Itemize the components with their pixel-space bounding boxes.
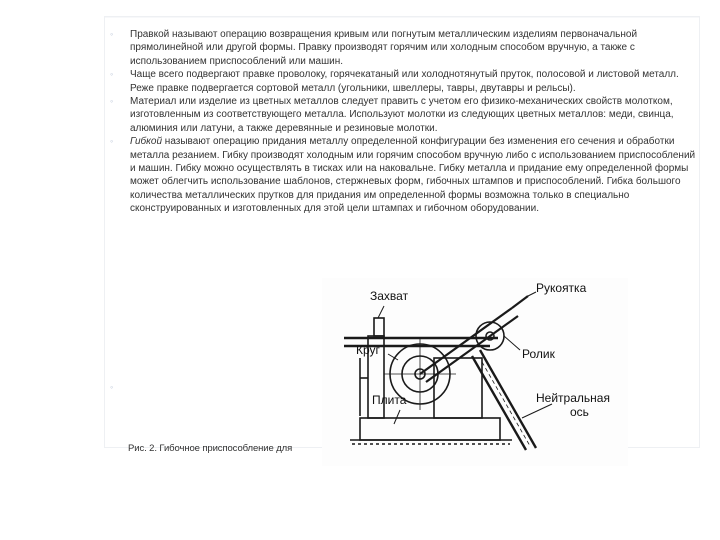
- paragraph-text: Правкой называют операцию возвращения кривым или погнутым металлическим изделиям первоначальной прямолинейной или другой формы. Правку производят горячим или холодным способом вручную, а также с использованием приспособлений или машин.: [130, 29, 638, 67]
- label-plita: Плита: [372, 393, 407, 407]
- leader-zahvat: [378, 306, 384, 318]
- leader-rolik: [504, 336, 520, 350]
- paragraph-straightening-materials: [108, 68, 696, 95]
- label-rolik: Ролик: [522, 347, 555, 361]
- leader-plita: [394, 410, 400, 424]
- paragraph-text: Материал или изделие из цветных металлов следует править с учетом его физико-механических свойств молотком, изготовленным из соответствующего металла. Используют молотки из следующих цветных металлов: меди, свинца, алюминия или латуни, а также деревянные и резиновые молотки.: [130, 96, 674, 134]
- handle-shape: [512, 296, 528, 308]
- label-zahvat: Захват: [370, 289, 409, 303]
- clamp-head-shape: [374, 318, 384, 336]
- figure-caption: Рис. 2. Гибочное приспособление для: [128, 443, 293, 454]
- paragraph-nonferrous-metals: [108, 95, 696, 135]
- base-plate-shape: [360, 418, 500, 440]
- bullet-icon: ◦: [110, 69, 114, 80]
- neutral-axis-line: [482, 362, 530, 446]
- slide-text-list: [108, 28, 696, 216]
- lever-arm-edge: [426, 316, 518, 382]
- bent-bar-inner: [472, 356, 526, 450]
- lever-arm: [420, 308, 512, 374]
- paragraph-straightening-definition: [108, 28, 696, 68]
- bending-fixture-figure: [322, 278, 628, 466]
- label-rukoyatka: Рукоятка: [536, 281, 587, 295]
- label-krug: Круг: [356, 343, 380, 357]
- bullet-icon: ◦: [110, 29, 114, 39]
- bending-fixture-drawing: [322, 278, 628, 466]
- bullet-icon: ◦: [110, 136, 114, 147]
- empty-bullet-icon: ◦: [110, 382, 114, 392]
- paragraph-text: называют операцию придания металлу определенной конфигурации без изменения его сечения и обработки металла резанием. Гибку производят холодным или горячим способом вручную либо с использованием приспособлений и машин. Гибку можно осуществлять в тисках или на наковальне. Гибку металла и придание ему определенной формы может облегчить использование шаблонов, стержневых форм, гибочных штампов и приспособлений. Гибка большого количества металлических прутков для придания им определенной формы возможна только в специально сконструированных и изготовленных для этой цели штампах и гибочном оборудовании.: [130, 136, 696, 215]
- leader-rukoyatka: [528, 292, 536, 296]
- bent-bar-outer: [480, 350, 536, 448]
- paragraph-emphasis: Гибкой: [130, 136, 163, 148]
- bullet-icon: ◦: [110, 96, 114, 107]
- label-neutral-2: ось: [570, 405, 589, 419]
- leader-neutral: [522, 404, 552, 418]
- paragraph-bending-definition: [108, 135, 696, 215]
- label-neutral-1: Нейтральная: [536, 391, 610, 405]
- paragraph-text: Чаще всего подвергают правке проволоку, горячекатаный или холоднотянутый пруток, полосовой и листовой металл. Реже правке подвергается сортовой металл (угольники, швеллеры, тавры, двутавры и рельсы).: [130, 69, 679, 94]
- center-support-shape: [434, 358, 482, 418]
